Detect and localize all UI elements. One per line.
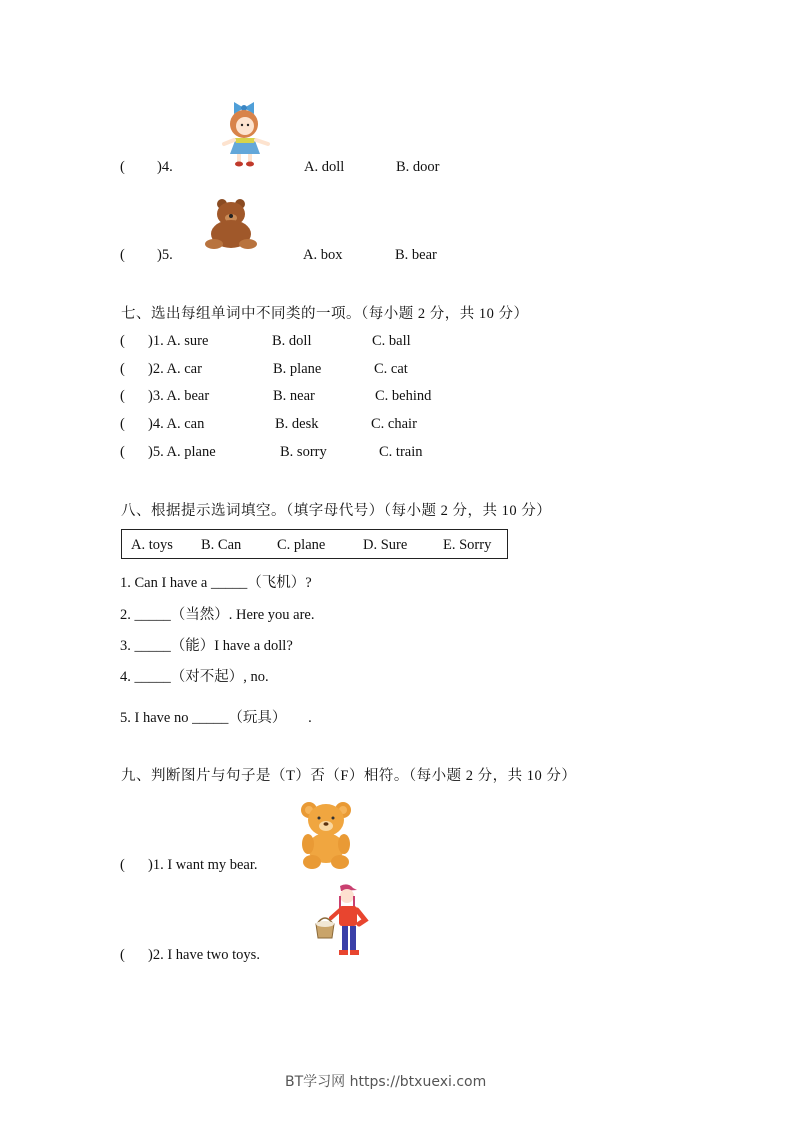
- option-a: )2. A. car: [148, 361, 202, 377]
- option-c: C. chair: [371, 416, 417, 432]
- girl-with-basket-icon: [313, 882, 369, 960]
- option-a: )3. A. bear: [148, 388, 210, 404]
- option-b: B. bear: [395, 247, 437, 263]
- option-a: )1. A. sure: [148, 333, 209, 349]
- bear-icon: [202, 196, 262, 250]
- answer-paren: (: [120, 857, 125, 873]
- answer-paren: (: [120, 444, 125, 460]
- section-7-heading: 七、选出每组单词中不同类的一项。（每小题 2 分，共 10 分）: [121, 306, 529, 322]
- fill-blank-item-2: 2. _____（当然）. Here you are.: [120, 607, 315, 623]
- fill-blank-item-4: 4. _____（对不起）, no.: [120, 669, 269, 685]
- option-c: C. train: [379, 444, 423, 460]
- option-a: )5. A. plane: [148, 444, 216, 460]
- option-c: C. behind: [375, 388, 432, 404]
- fill-blank-item-1: 1. Can I have a _____（飞机）?: [120, 575, 312, 591]
- option-b: B. door: [396, 159, 440, 175]
- answer-paren: (: [120, 159, 125, 175]
- answer-paren: (: [120, 947, 125, 963]
- word-bank-option-c: C. plane: [277, 537, 326, 553]
- word-bank-option-d: D. Sure: [363, 537, 408, 553]
- option-b: B. near: [273, 388, 315, 404]
- option-a: A. box: [303, 247, 343, 263]
- doll-icon: [220, 98, 274, 170]
- option-c: C. ball: [372, 333, 411, 349]
- answer-paren: (: [120, 361, 125, 377]
- footer-watermark: BT学习网 https://btxuexi.com: [285, 1074, 487, 1090]
- word-bank-option-a: A. toys: [131, 537, 173, 553]
- answer-paren: (: [120, 247, 125, 263]
- teddy-bear-icon: [296, 800, 356, 870]
- section-8-heading: 八、根据提示选词填空。（填字母代号）（每小题 2 分，共 10 分）: [121, 503, 552, 519]
- answer-paren: (: [120, 333, 125, 349]
- word-bank-option-b: B. Can: [201, 537, 242, 553]
- question-number: )4.: [157, 159, 173, 175]
- statement-text: )1. I want my bear.: [148, 857, 258, 873]
- section-9-heading: 九、判断图片与句子是（T）否（F）相符。（每小题 2 分，共 10 分）: [121, 768, 577, 784]
- option-b: B. doll: [272, 333, 312, 349]
- option-b: B. desk: [275, 416, 319, 432]
- option-a: A. doll: [304, 159, 345, 175]
- statement-text: )2. I have two toys.: [148, 947, 260, 963]
- option-b: B. sorry: [280, 444, 327, 460]
- fill-blank-item-3: 3. _____（能）I have a doll?: [120, 638, 293, 654]
- word-bank-option-e: E. Sorry: [443, 537, 492, 553]
- option-b: B. plane: [273, 361, 322, 377]
- option-c: C. cat: [374, 361, 408, 377]
- answer-paren: (: [120, 416, 125, 432]
- fill-blank-item-5: 5. I have no _____（玩具） .: [120, 710, 312, 726]
- answer-paren: (: [120, 388, 125, 404]
- option-a: )4. A. can: [148, 416, 205, 432]
- question-number: )5.: [157, 247, 173, 263]
